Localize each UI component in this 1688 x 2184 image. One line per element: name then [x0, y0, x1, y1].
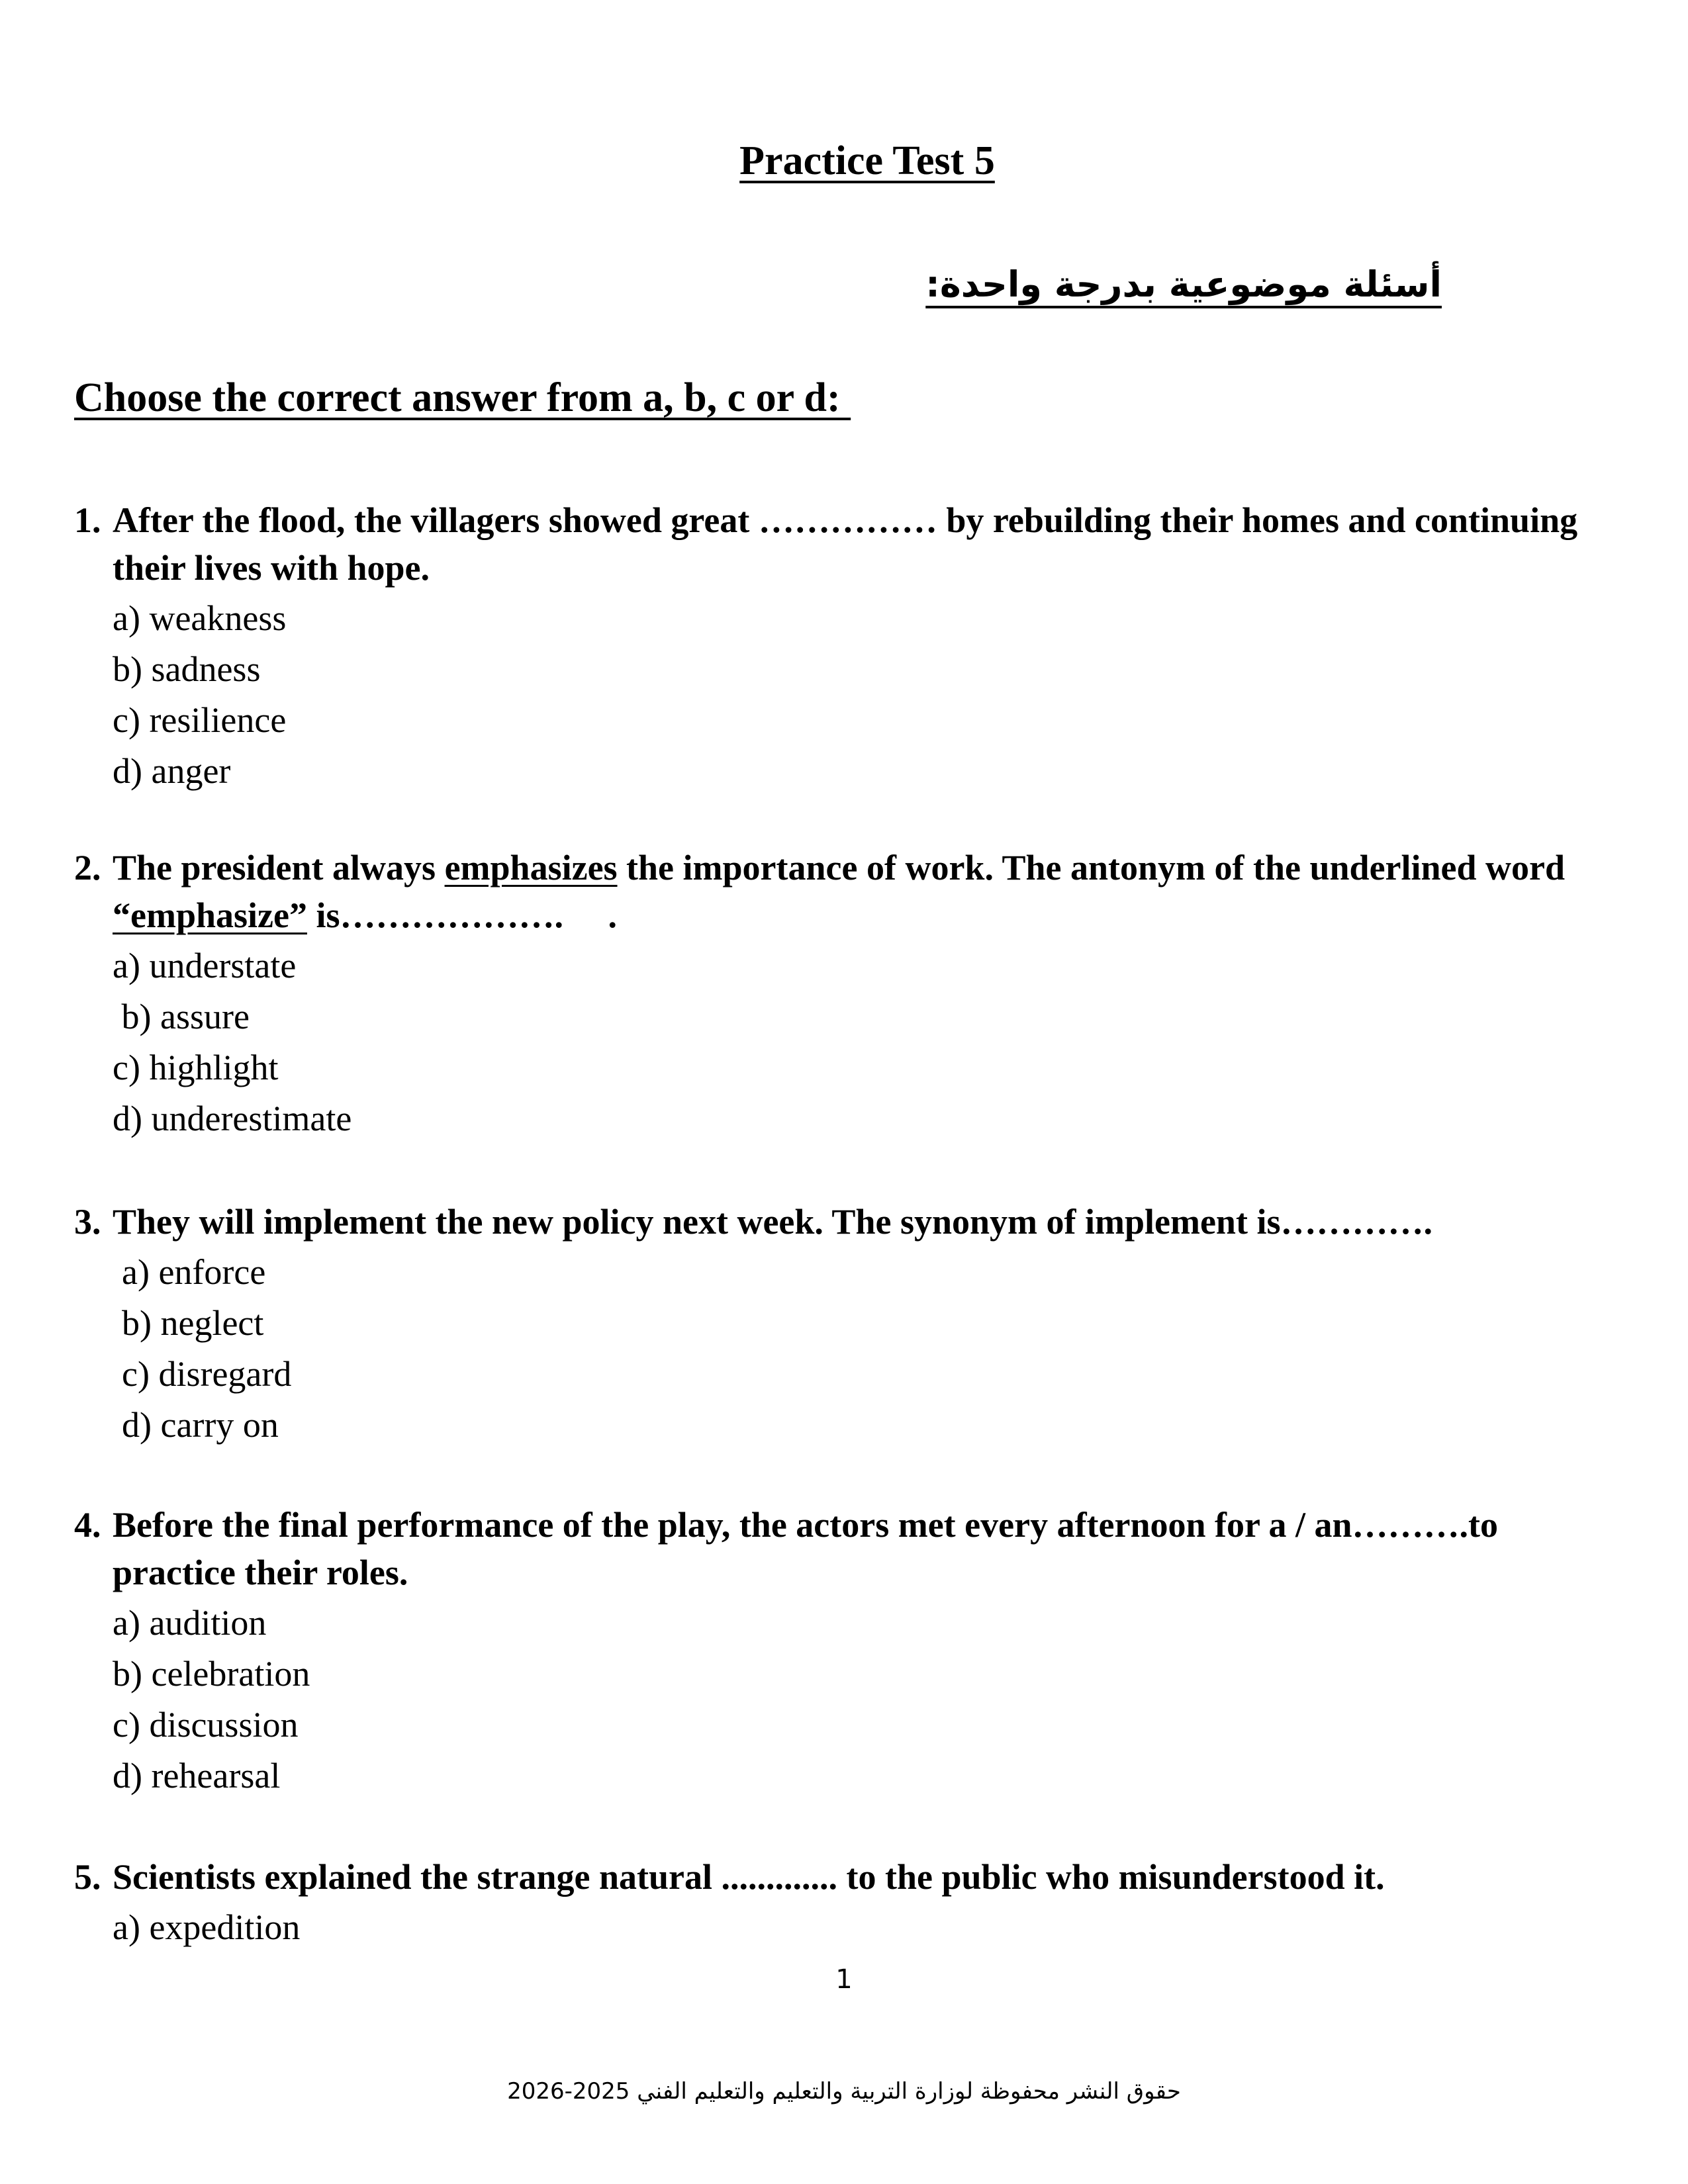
question-5 — [74, 1853, 1617, 1953]
question-4 — [74, 1501, 1617, 1801]
options-list — [74, 1902, 1617, 1953]
question-number: 5. — [74, 1857, 101, 1897]
option-a: a) audition — [113, 1603, 267, 1643]
option-d: d) anger — [113, 751, 231, 791]
option-c: c) resilience — [113, 700, 287, 740]
question-stem — [74, 844, 1617, 939]
instructions-heading: Choose the correct answer from a, b, c or d: — [74, 375, 851, 420]
question-text-part: the importance of work. The antonym of the underlined word — [617, 848, 1566, 887]
option-a: a) weakness — [113, 598, 287, 638]
underlined-word: “emphasize” — [113, 895, 307, 935]
option-a: a) enforce — [122, 1252, 266, 1292]
option-c: c) disregard — [122, 1354, 292, 1394]
question-number: 2. — [74, 848, 101, 887]
question-text: Before the final performance of the play, the actors met every afternoon for a / an……….to practice their roles. — [113, 1505, 1499, 1592]
question-stem — [74, 1501, 1617, 1596]
option-d: d) underestimate — [113, 1099, 352, 1138]
question-stem — [74, 496, 1617, 592]
option-a: a) understate — [113, 946, 297, 985]
options-list — [74, 1598, 1617, 1801]
option-d: d) carry on — [122, 1405, 279, 1445]
underlined-word: emphasizes — [444, 848, 618, 887]
question-text-part: is………………. . — [306, 895, 617, 935]
option-c: c) highlight — [113, 1048, 279, 1087]
question-text-part: The president always — [113, 848, 445, 887]
option-d: d) rehearsal — [113, 1756, 281, 1796]
page-title: Practice Test 5 — [739, 138, 995, 183]
options-list — [74, 940, 1617, 1144]
question-3 — [74, 1198, 1617, 1451]
question-text: Scientists explained the strange natural ............. to the public who misunderstood it. — [113, 1857, 1385, 1897]
question-stem — [74, 1198, 1617, 1246]
question-text: They will implement the new policy next week. The synonym of implement is…………. — [113, 1202, 1432, 1242]
option-c: c) discussion — [113, 1705, 299, 1745]
page-number: 1 — [835, 1964, 853, 1995]
question-number: 1. — [74, 500, 101, 540]
arabic-section-heading: أسئلة موضوعية بدرجة واحدة: — [925, 263, 1442, 305]
option-b: b) neglect — [122, 1303, 264, 1343]
question-number: 3. — [74, 1202, 101, 1242]
question-stem — [74, 1853, 1617, 1901]
options-list — [74, 1247, 1617, 1451]
option-b: b) celebration — [113, 1654, 310, 1694]
copyright-footer: حقوق النشر محفوظة لوزارة التربية والتعليم والتعليم الفني 2025-2026 — [507, 2078, 1181, 2105]
question-1 — [74, 496, 1617, 797]
question-number: 4. — [74, 1505, 101, 1545]
options-list — [74, 593, 1617, 797]
option-a: a) expedition — [113, 1907, 301, 1947]
question-text: After the flood, the villagers showed great …………… by rebuilding their homes and continuing their lives with hope. — [113, 500, 1578, 588]
option-b: b) assure — [113, 997, 250, 1036]
option-b: b) sadness — [113, 649, 261, 689]
question-2 — [74, 844, 1617, 1144]
